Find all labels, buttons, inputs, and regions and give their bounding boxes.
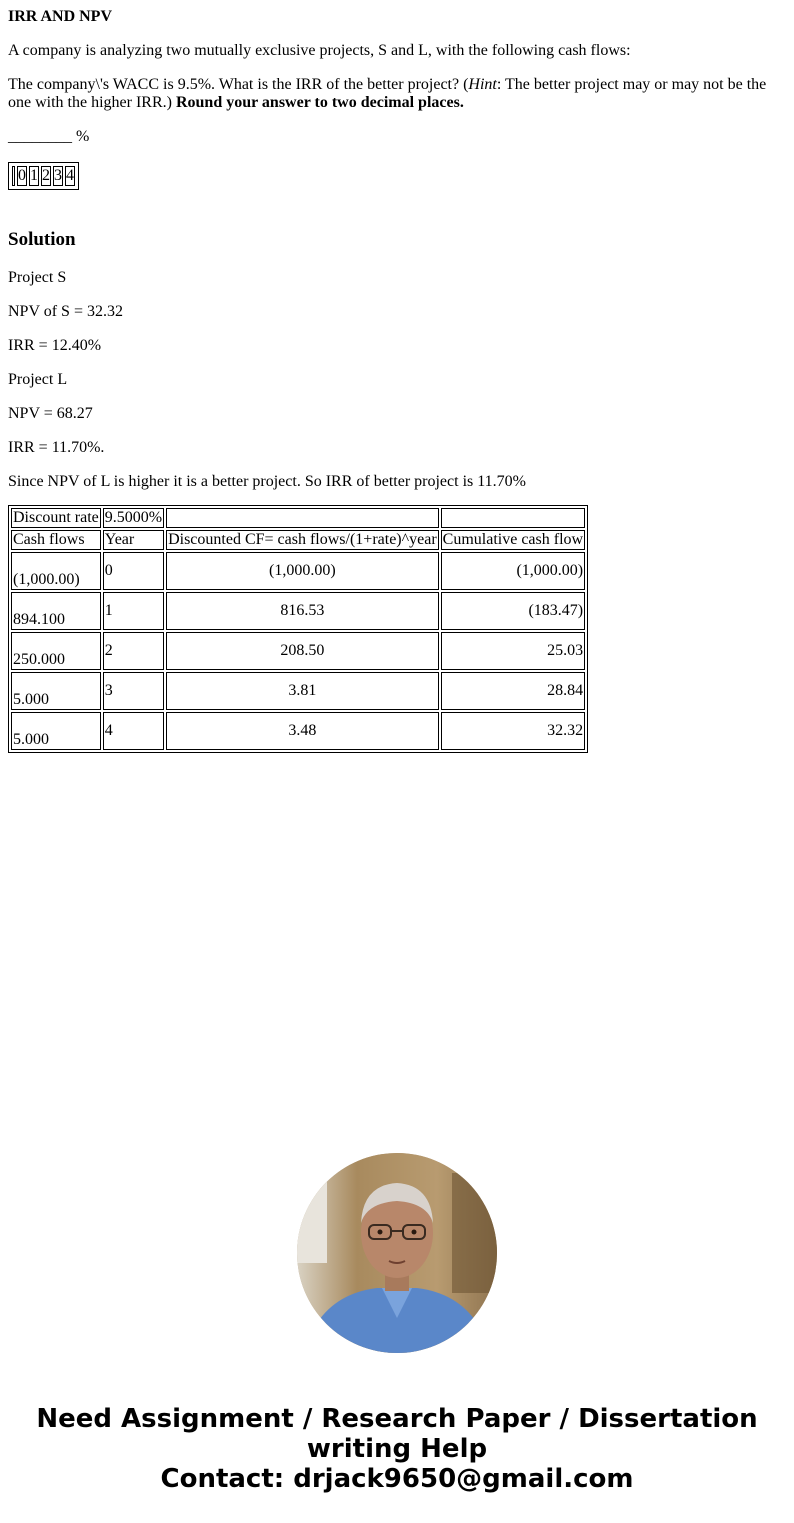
column-header: Cash flows: [11, 530, 101, 550]
year-cell: 0: [18, 167, 26, 184]
solution-line: NPV of S = 32.32: [8, 303, 123, 320]
discounted-cf-cell: 3.48: [166, 712, 439, 750]
cumulative-cf-cell: (1,000.00): [441, 552, 585, 590]
cumulative-cf-cell: 32.32: [441, 712, 585, 750]
table-row: [11, 592, 585, 630]
solution-line: NPV = 68.27: [8, 405, 93, 422]
discounted-cf-cell: 3.81: [166, 672, 439, 710]
empty-cell: [166, 508, 439, 528]
question-intro: A company is analyzing two mutually exclusive projects, S and L, with the following cash flows:: [8, 42, 631, 59]
table-row: [11, 712, 585, 750]
author-avatar: [297, 1153, 497, 1353]
column-header: Discounted CF= cash flows/(1+rate)^year: [168, 531, 437, 548]
answer-blank: ________ %: [8, 128, 90, 145]
discount-rate-label: Discount rate: [13, 509, 99, 526]
years-table: [8, 162, 79, 190]
table-header-row: [11, 530, 585, 550]
table-row: [11, 632, 585, 670]
solution-line: IRR = 11.70%.: [8, 439, 105, 456]
round-instruction: Round your answer to two decimal places.: [175, 94, 464, 111]
question-title: IRR AND NPV: [8, 8, 112, 25]
cumulative-cf-cell: 28.84: [441, 672, 585, 710]
cumulative-cf-cell: (183.47): [441, 592, 585, 630]
cash-flow-cell: 5.000: [11, 672, 101, 710]
wacc-text-a: The company\'s WACC is 9.5%. What is the IRR of the better project? (: [8, 76, 469, 93]
year-cell: 1: [103, 592, 164, 630]
year-cell: 4: [103, 712, 164, 750]
footer-line: Need Assignment / Research Paper / Dissertation: [36, 1404, 758, 1434]
discounted-cf-cell: 816.53: [166, 592, 439, 630]
year-cell: 3: [54, 167, 62, 184]
column-header: Year: [103, 530, 164, 550]
year-cell: 3: [103, 672, 164, 710]
question-text: [8, 76, 786, 112]
cash-flow-cell: 250.000: [11, 632, 101, 670]
contact-footer: [0, 1404, 794, 1494]
solution-heading: Solution: [8, 229, 76, 250]
cash-flow-cell: 5.000: [11, 712, 101, 750]
footer-line: writing Help: [306, 1434, 488, 1464]
cash-flow-cell: 894.100: [11, 592, 101, 630]
table-row: [11, 552, 585, 590]
column-header: Cumulative cash flow: [442, 531, 584, 548]
wacc-text-b: : The better project may or may not be the one with the higher IRR.): [8, 76, 767, 111]
discounted-cf-cell: (1,000.00): [166, 552, 439, 590]
cumulative-cf-cell: 25.03: [441, 632, 585, 670]
years-table-empty-cell: [12, 166, 15, 186]
table-row: [11, 508, 585, 528]
cash-flow-table: [8, 505, 588, 753]
discounted-cf-cell: 208.50: [166, 632, 439, 670]
year-cell: 2: [42, 167, 50, 184]
solution-line: IRR = 12.40%: [8, 337, 102, 354]
solution-line: Project L: [8, 371, 68, 388]
year-cell: 0: [103, 552, 164, 590]
year-cell: 1: [30, 167, 38, 184]
solution-line: Project S: [8, 269, 67, 286]
year-cell: 4: [66, 167, 74, 184]
document-body: [8, 8, 786, 753]
empty-cell: [441, 508, 585, 528]
author-portrait-image: [297, 1153, 497, 1353]
hint-word: Hint: [468, 76, 497, 93]
discount-rate-value: 9.5000%: [104, 509, 163, 526]
cash-flow-cell: (1,000.00): [11, 552, 101, 590]
footer-contact: Contact: drjack9650@gmail.com: [160, 1464, 634, 1494]
solution-line: Since NPV of L is higher it is a better project. So IRR of better project is 11.70%: [8, 473, 526, 490]
table-row: [11, 672, 585, 710]
year-cell: 2: [103, 632, 164, 670]
